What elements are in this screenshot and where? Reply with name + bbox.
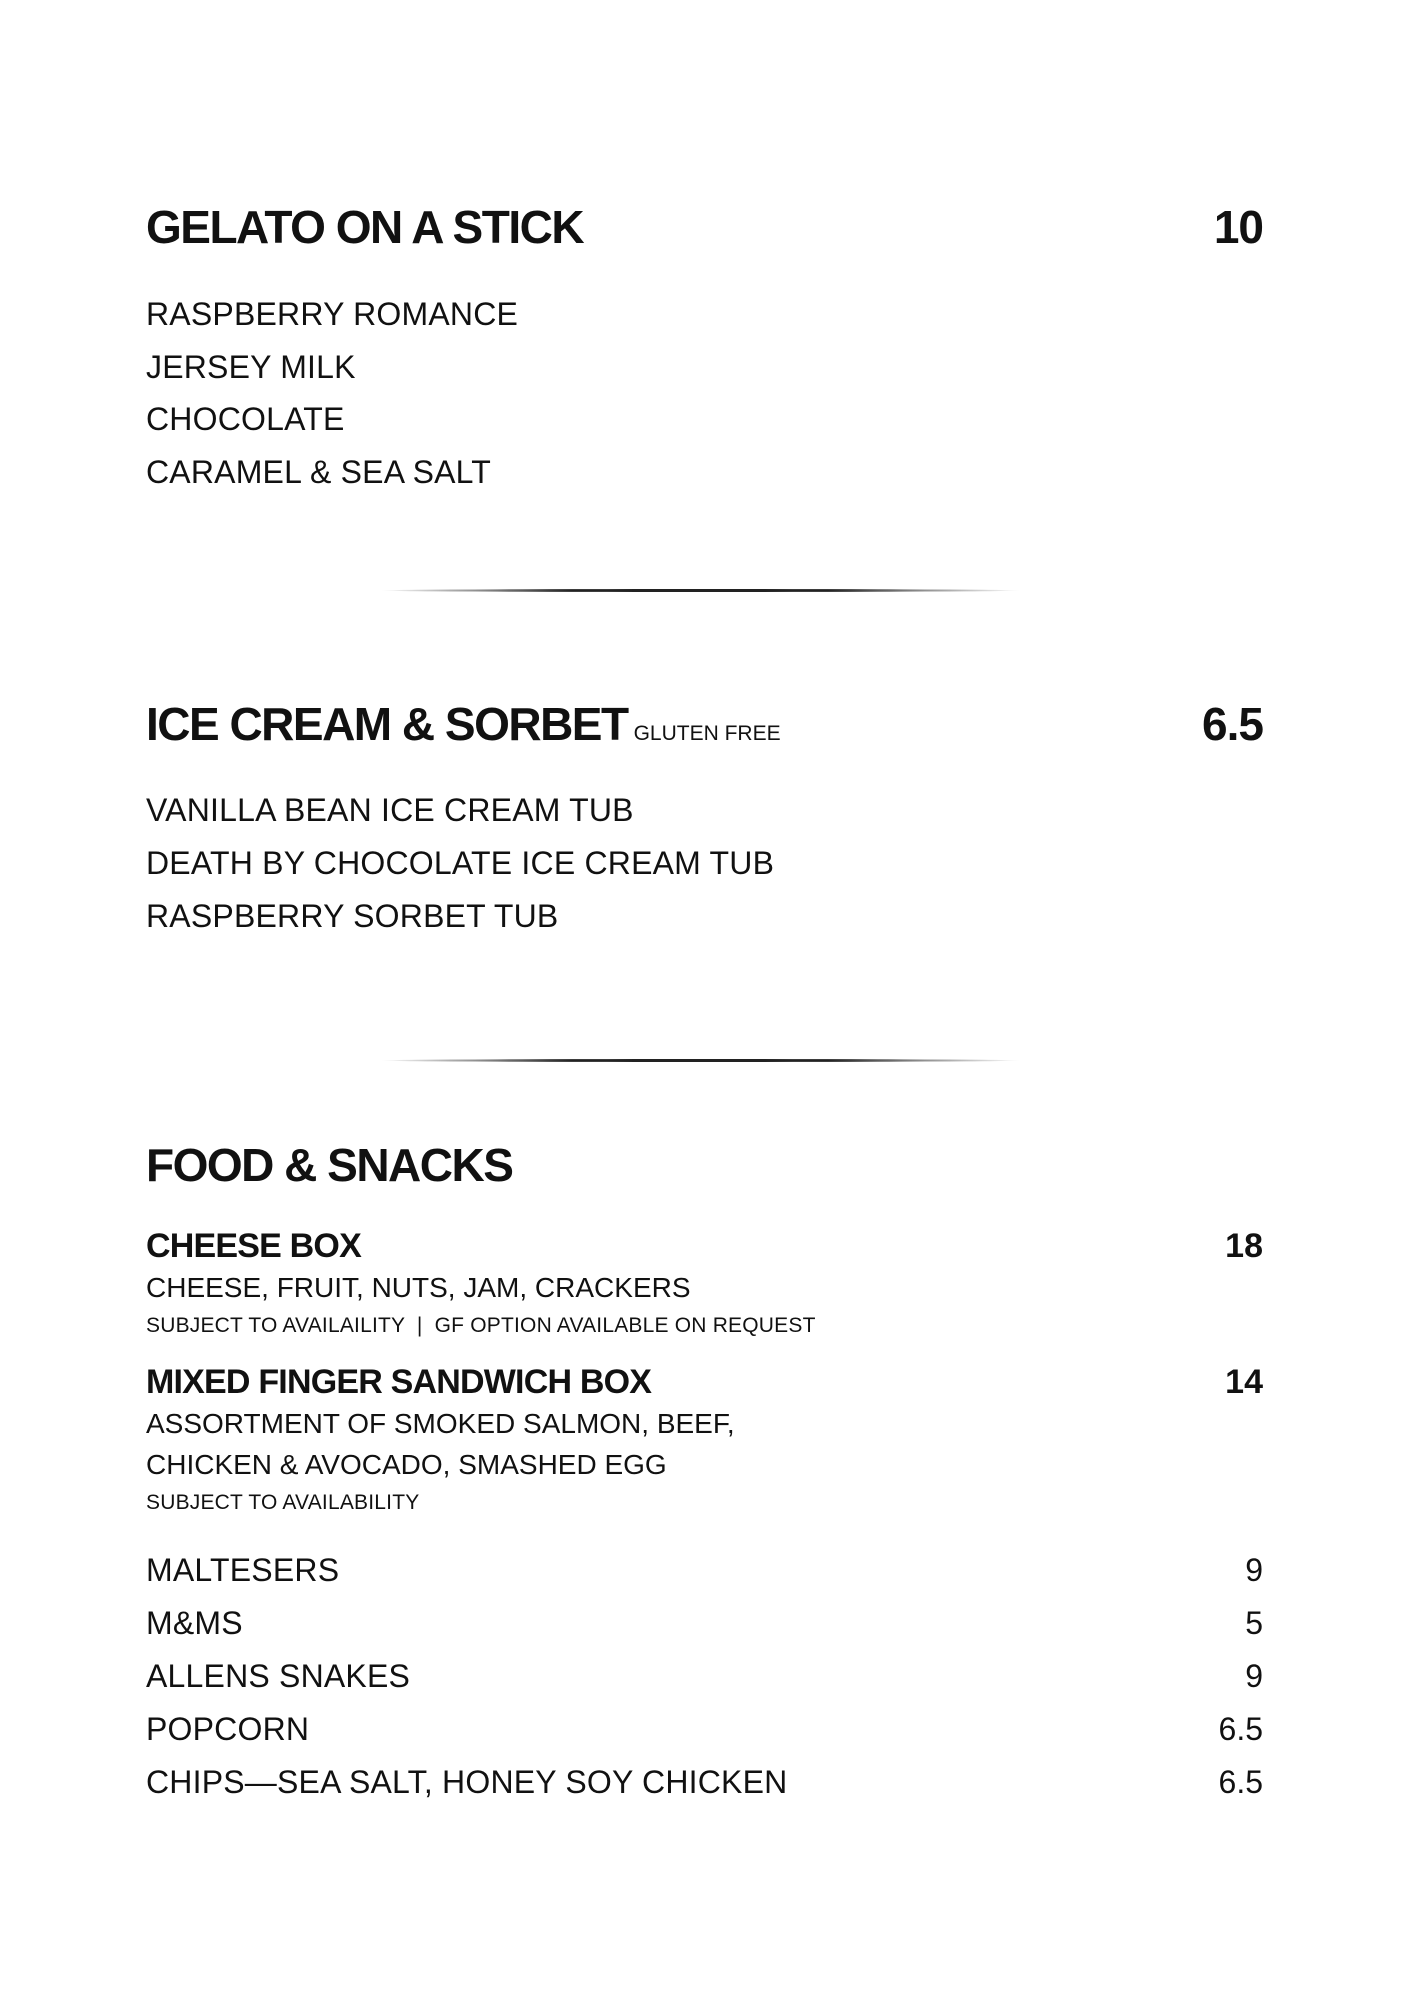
gelato-price: 10 [1213, 201, 1263, 253]
snack-row [146, 1658, 1263, 1695]
sandwich-box-description: ASSORTMENT OF SMOKED SALMON, BEEF, [146, 1408, 735, 1439]
snack-price: 6.5 [1218, 1764, 1263, 1800]
snack-name: CHIPS—SEA SALT, HONEY SOY CHICKEN [146, 1764, 788, 1800]
snack-row [146, 1605, 1263, 1642]
sandwich-box-price: 14 [1225, 1363, 1263, 1401]
food-section-header [146, 1138, 1263, 1192]
snack-row [146, 1552, 1263, 1589]
icecream-price: 6.5 [1202, 698, 1263, 750]
cheese-box-note: SUBJECT TO AVAILAILITY | GF OPTION AVAILABLE ON REQUEST [146, 1314, 816, 1337]
snack-name: ALLENS SNAKES [146, 1658, 411, 1694]
sandwich-box-name: MIXED FINGER SANDWICH BOX [146, 1363, 652, 1401]
snack-row [146, 1711, 1263, 1748]
section-divider [380, 589, 1020, 592]
icecream-item: DEATH BY CHOCOLATE ICE CREAM TUB [146, 845, 775, 881]
gelato-item: JERSEY MILK [146, 349, 356, 385]
snack-price: 6.5 [1218, 1711, 1263, 1747]
gelato-title: GELATO ON A STICK [146, 201, 584, 253]
icecream-section-header [146, 697, 1263, 751]
sandwich-box-row [146, 1363, 1263, 1402]
snack-price: 9 [1245, 1552, 1263, 1588]
cheese-box-row [146, 1227, 1263, 1266]
gelato-item: CARAMEL & SEA SALT [146, 454, 492, 490]
gluten-free-tag: GLUTEN FREE [633, 722, 781, 745]
gelato-section-header [146, 200, 1263, 254]
snack-name: POPCORN [146, 1711, 310, 1747]
gelato-item: CHOCOLATE [146, 401, 345, 437]
sandwich-box-note: SUBJECT TO AVAILABILITY [146, 1491, 420, 1514]
cheese-box-description: CHEESE, FRUIT, NUTS, JAM, CRACKERS [146, 1272, 691, 1303]
food-title: FOOD & SNACKS [146, 1139, 513, 1191]
icecream-title: ICE CREAM & SORBET [146, 698, 628, 750]
icecream-item: RASPBERRY SORBET TUB [146, 898, 559, 934]
gelato-item: RASPBERRY ROMANCE [146, 296, 519, 332]
snack-price: 5 [1245, 1605, 1263, 1641]
snack-name: M&MS [146, 1605, 243, 1641]
section-divider [380, 1059, 1020, 1062]
snack-name: MALTESERS [146, 1552, 340, 1588]
cheese-box-price: 18 [1225, 1227, 1263, 1265]
icecream-item: VANILLA BEAN ICE CREAM TUB [146, 792, 634, 828]
snack-row [146, 1764, 1263, 1801]
icecream-title-group [146, 697, 781, 751]
snack-price: 9 [1245, 1658, 1263, 1694]
sandwich-box-description: CHICKEN & AVOCADO, SMASHED EGG [146, 1449, 667, 1480]
cheese-box-name: CHEESE BOX [146, 1227, 361, 1265]
